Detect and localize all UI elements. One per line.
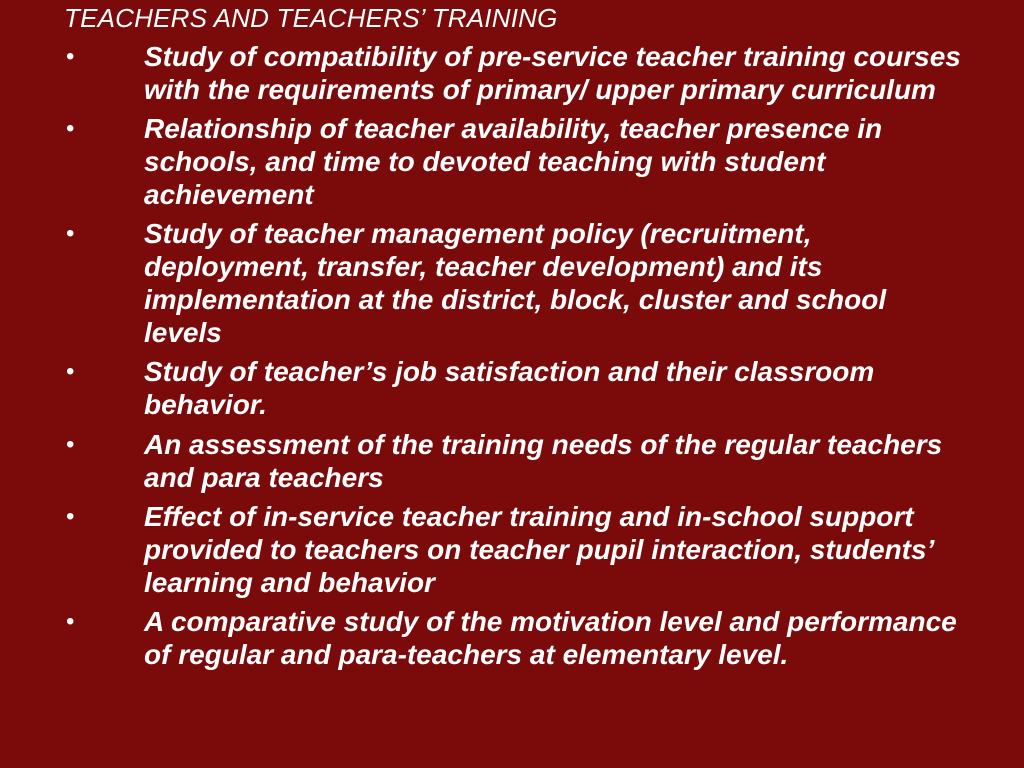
list-item: [64, 217, 964, 349]
bullet-text: Study of compatibility of pre-service teacher training courses with the requirements of primary/ upper primary curriculum: [144, 41, 961, 105]
bullet-dot-icon: •: [66, 115, 75, 142]
list-item: [64, 355, 964, 421]
list-item: [64, 40, 964, 106]
bullet-dot-icon: •: [66, 431, 75, 458]
bullet-dot-icon: •: [66, 608, 75, 635]
bullet-text: A comparative study of the motivation level and performance of regular and para-teachers at elementary level.: [144, 606, 957, 670]
bullet-dot-icon: •: [66, 358, 75, 385]
bullet-text: An assessment of the training needs of the regular teachers and para teachers: [144, 429, 943, 493]
bullet-text: Effect of in-service teacher training and in-school support provided to teachers on teacher pupil interaction, students’ learning and behavior: [144, 501, 934, 598]
list-item: [64, 428, 964, 494]
list-item: [64, 500, 964, 599]
bullet-text: Study of teacher management policy (recruitment, deployment, transfer, teacher development) and its implementation at the district, block, cluster and school levels: [144, 218, 887, 348]
bullet-text: Relationship of teacher availability, teacher presence in schools, and time to devoted teaching with student achievement: [144, 113, 883, 210]
list-item: [64, 112, 964, 211]
bullet-dot-icon: •: [66, 503, 75, 530]
list-item: [64, 605, 964, 671]
bullet-dot-icon: •: [66, 43, 75, 70]
bullet-list: [64, 40, 964, 671]
bullet-dot-icon: •: [66, 220, 75, 247]
slide-title: TEACHERS AND TEACHERS’ TRAINING: [64, 3, 558, 33]
bullet-text: Study of teacher’s job satisfaction and their classroom behavior.: [144, 356, 875, 420]
